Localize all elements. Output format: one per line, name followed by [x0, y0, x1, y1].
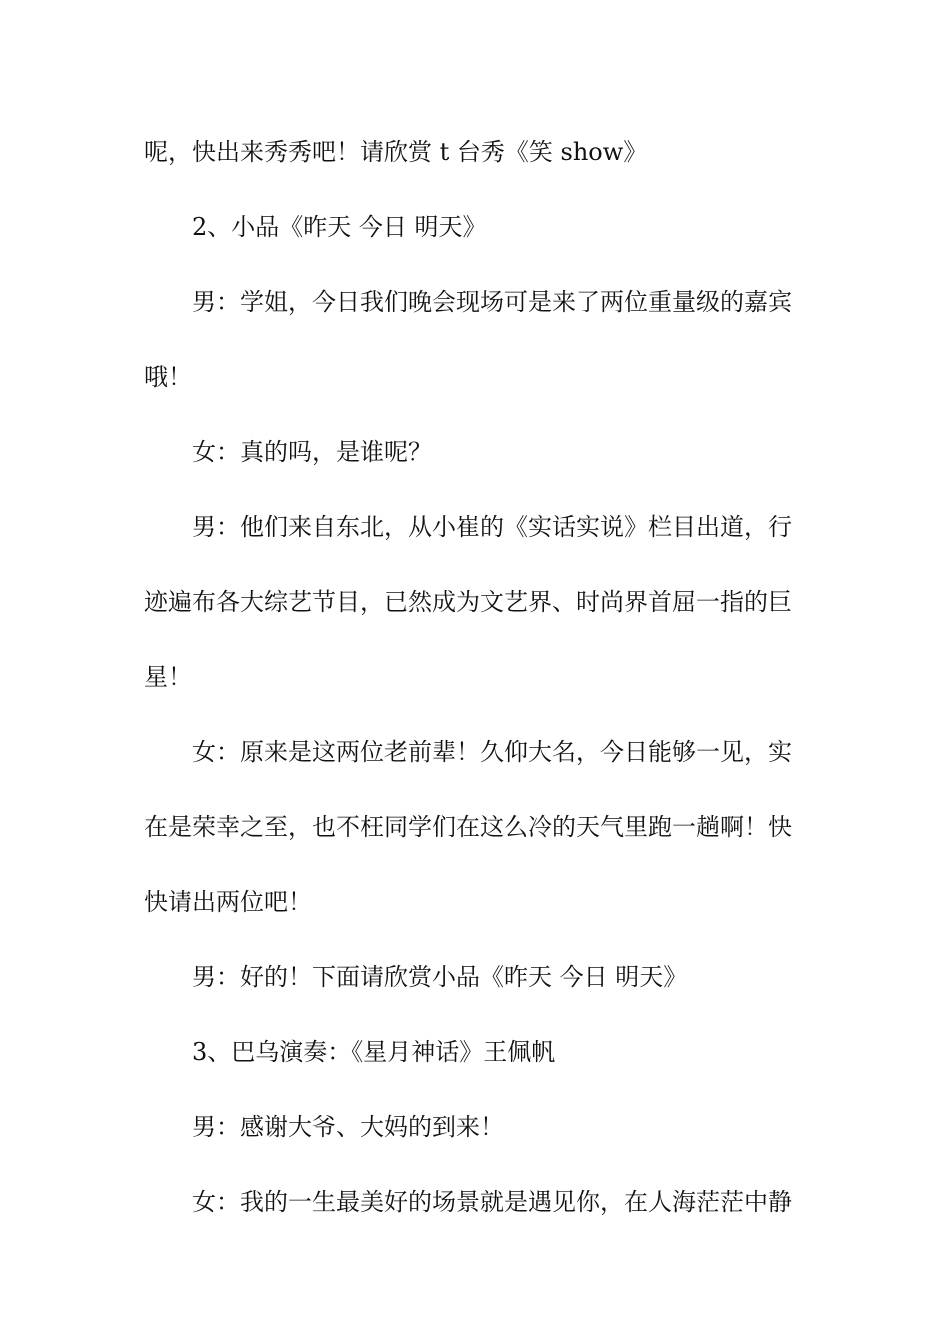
text-line: 星！	[144, 663, 192, 691]
text-line: 呢，快出来秀秀吧！请欣赏 t 台秀《笑 show》	[144, 138, 648, 166]
text-line: 女：原来是这两位老前辈！久仰大名，今日能够一见，实	[192, 738, 792, 766]
text-line: 快请出两位吧！	[144, 888, 312, 916]
text-line: 迹遍布各大综艺节目，已然成为文艺界、时尚界首屈一指的巨	[144, 588, 792, 616]
text-line: 女：我的一生最美好的场景就是遇见你，在人海茫茫中静	[192, 1188, 792, 1216]
text-line: 女：真的吗，是谁呢？	[192, 438, 432, 466]
text-line: 男：感谢大爷、大妈的到来！	[192, 1113, 504, 1141]
program-heading: 2、小品《昨天 今日 明天》	[192, 213, 487, 241]
program-heading: 3、巴乌演奏：《星月神话》王佩帆	[192, 1038, 556, 1066]
text-line: 男：好的！下面请欣赏小品《昨天 今日 明天》	[192, 963, 688, 991]
text-line: 在是荣幸之至，也不枉同学们在这么冷的天气里跑一趟啊！快	[144, 813, 792, 841]
text-line: 哦！	[144, 363, 192, 391]
text-line: 男：学姐，今日我们晚会现场可是来了两位重量级的嘉宾	[192, 288, 792, 316]
text-line: 男：他们来自东北，从小崔的《实话实说》栏目出道，行	[192, 513, 792, 541]
